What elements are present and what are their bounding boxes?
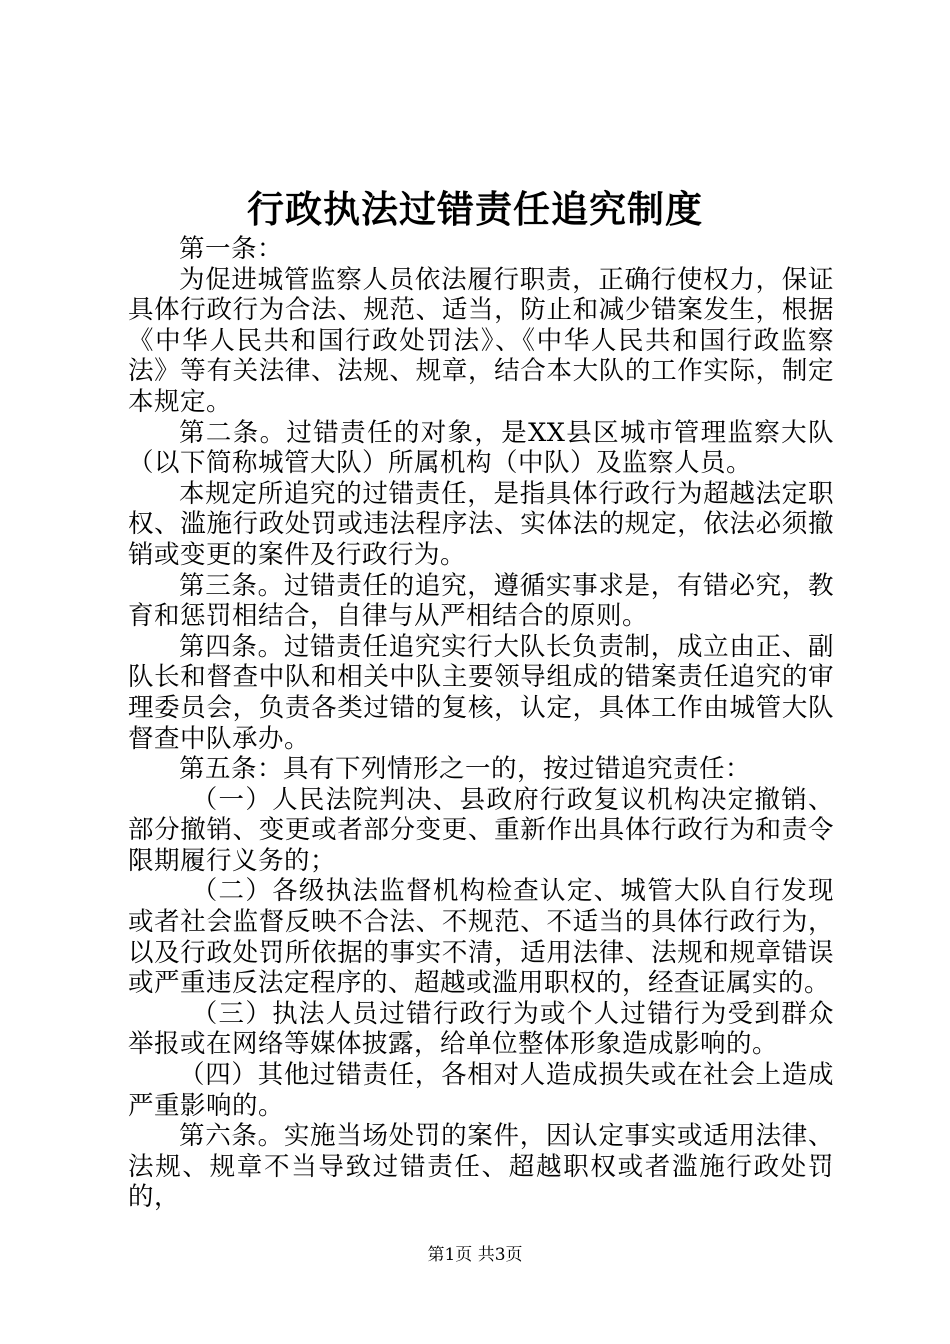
paragraph-article-5: 第五条：具有下列情形之一的，按过错追究责任： <box>179 754 752 785</box>
paragraph-article-1-body: 为促进城管监察人员依法履行职责，正确行使权力，保证具体行政行为合法、规范、适当，防止和减少错案发生，根据《中华人民共和国行政处罚法》、《中华人民共和国行政监察法》等有关法律、法规、规章，结合本大队的工作实际，制定本规定。 <box>128 264 834 417</box>
paragraph-article-6: 第六条。实施当场处罚的案件，因认定事实或适用法律、法规、规章不当导致过错责任、超越职权或者滥施行政处罚的， <box>128 1121 834 1213</box>
paragraph-article-4: 第四条。过错责任追究实行大队长负责制，成立由正、副队长和督查中队和相关中队主要领导组成的错案责任追究的审理委员会，负责各类过错的复核，认定，具体工作由城管大队督查中队承办。 <box>128 631 834 754</box>
paragraph-article-2: 第二条。过错责任的对象，是XX县区城市管理监察大队（以下简称城管大队）所属机构（中队）及监察人员。 <box>128 417 834 479</box>
document-body <box>128 234 834 1213</box>
list-item-2: （二）各级执法监督机构检查认定、城管大队自行发现或者社会监督反映不合法、不规范、不适当的具体行政行为，以及行政处罚所依据的事实不清，适用法律、法规和规章错误或严重违反法定程序的、超越或滥用职权的，经查证属实的。 <box>128 876 834 999</box>
paragraph-article-1-heading: 第一条： <box>179 234 284 264</box>
list-item-3: （三）执法人员过错行政行为或个人过错行为受到群众举报或在网络等媒体披露，给单位整体形象造成影响的。 <box>128 998 834 1060</box>
page-number-footer: 第1页 共3页 <box>427 1245 523 1265</box>
paragraph-article-3: 第三条。过错责任的追究，遵循实事求是，有错必究，教育和惩罚相结合，自律与从严相结合的原则。 <box>128 570 834 632</box>
paragraph-article-2-scope: 本规定所追究的过错责任，是指具体行政行为超越法定职权、滥施行政处罚或违法程序法、实体法的规定，依法必须撤销或变更的案件及行政行为。 <box>128 478 834 570</box>
page-title: 行政执法过错责任追究制度 <box>247 187 703 231</box>
list-item-1: （一）人民法院判决、县政府行政复议机构决定撤销、部分撤销、变更或者部分变更、重新作出具体行政行为和责令限期履行义务的； <box>128 784 834 876</box>
list-item-4: （四）其他过错责任，各相对人造成损失或在社会上造成严重影响的。 <box>128 1060 834 1121</box>
